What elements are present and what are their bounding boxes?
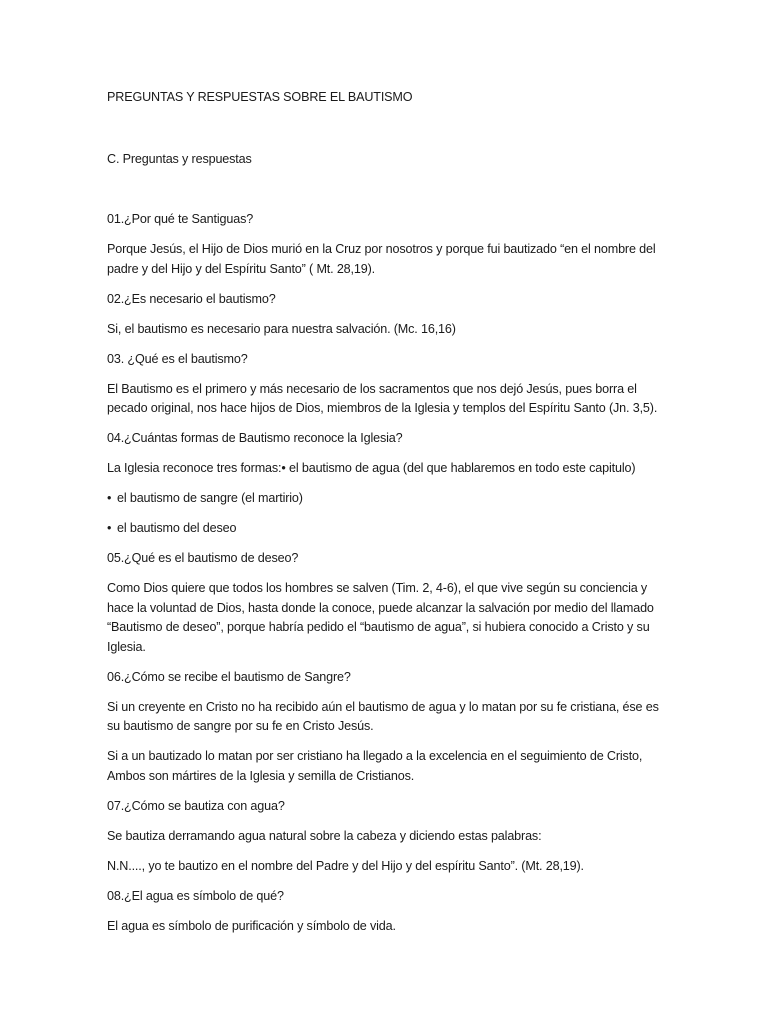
bullet-text: el bautismo del deseo xyxy=(117,521,237,535)
answer-05: Como Dios quiere que todos los hombres se salven (Tim. 2, 4-6), el que vive según su conciencia y hace la voluntad de Dios, hasta donde la conoce, puede alcanzar la salvación por medio del llamado “Bautismo de deseo”, porque habría pedido el “bautismo de agua”, si hubiera conocido a Cristo y su Iglesia. xyxy=(107,581,654,654)
question-07: 07.¿Cómo se bautiza con agua? xyxy=(107,798,285,813)
answer-01: Porque Jesús, el Hijo de Dios murió en la Cruz por nosotros y porque fui bautizado “en el nombre del padre y del Hijo y del Espíritu Santo” ( Mt. 28,19). xyxy=(107,242,656,276)
answer-02: Si, el bautismo es necesario para nuestra salvación. (Mc. 16,16) xyxy=(107,321,456,336)
question-02: 02.¿Es necesario el bautismo? xyxy=(107,291,276,306)
question-01: 01.¿Por qué te Santiguas? xyxy=(107,212,254,226)
answer-04-bullet-1 xyxy=(107,489,667,509)
bullet-text: el bautismo de sangre (el martirio) xyxy=(117,491,303,505)
document-body xyxy=(107,88,667,947)
question-05: 05.¿Qué es el bautismo de deseo? xyxy=(107,551,299,565)
document-title: PREGUNTAS Y RESPUESTAS SOBRE EL BAUTISMO xyxy=(107,90,413,104)
answer-06-paragraph-2: Si a un bautizado lo matan por ser cristiano ha llegado a la excelencia en el seguimiento de Cristo, Ambos son mártires de la Iglesia y semilla de Cristianos. xyxy=(107,749,643,783)
question-08: 08.¿El agua es símbolo de qué? xyxy=(107,888,284,903)
answer-04-intro: La Iglesia reconoce tres formas:• el bautismo de agua (del que hablaremos en todo este capitulo) xyxy=(107,461,636,475)
question-04: 04.¿Cuántas formas de Bautismo reconoce la Iglesia? xyxy=(107,431,403,445)
question-06: 06.¿Cómo se recibe el bautismo de Sangre? xyxy=(107,669,351,684)
answer-06-paragraph-1: Si un creyente en Cristo no ha recibido aún el bautismo de agua y lo matan por su fe cristiana, ése es su bautismo de sangre por su fe en Cristo Jesús. xyxy=(107,699,659,733)
answer-08: El agua es símbolo de purificación y símbolo de vida. xyxy=(107,918,396,933)
answer-03: El Bautismo es el primero y más necesario de los sacramentos que nos dejó Jesús, pues borra el pecado original, nos hace hijos de Dios, miembros de la Iglesia y templos del Espíritu Santo (Jn. 3,5). xyxy=(107,381,658,415)
answer-07-paragraph-1: Se bautiza derramando agua natural sobre la cabeza y diciendo estas palabras: xyxy=(107,828,542,843)
answer-04-bullet-2 xyxy=(107,519,667,539)
question-03: 03. ¿Qué es el bautismo? xyxy=(107,351,248,366)
answer-07-paragraph-2: N.N...., yo te bautizo en el nombre del Padre y del Hijo y del espíritu Santo”. (Mt. 28,19). xyxy=(107,858,584,873)
section-heading: C. Preguntas y respuestas xyxy=(107,151,252,166)
